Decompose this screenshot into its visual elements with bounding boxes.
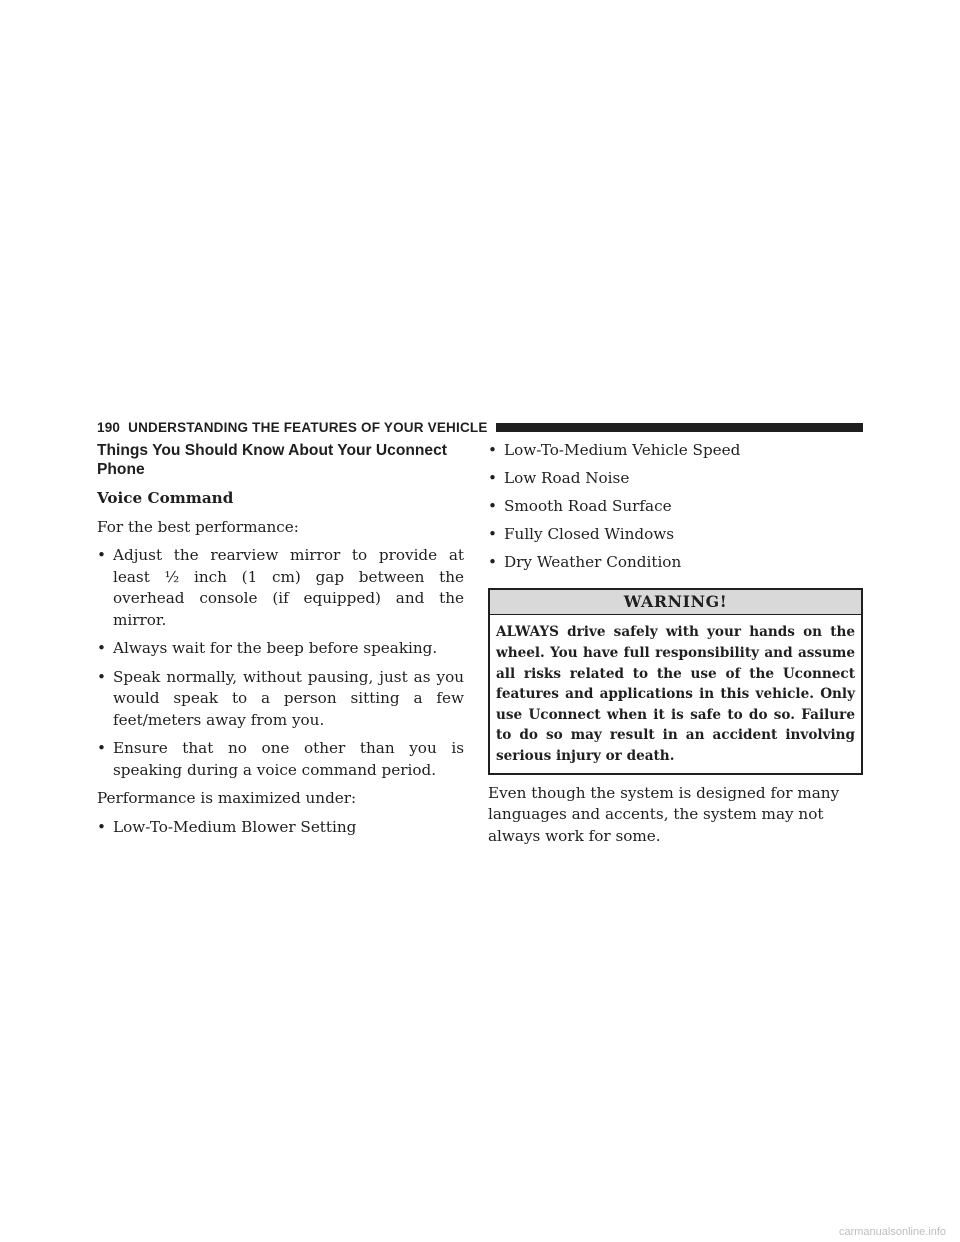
list-item	[97, 817, 464, 839]
subheading-voice-command: Voice Command	[97, 489, 234, 507]
list-item-text: Low-To-Medium Blower Setting	[113, 817, 357, 836]
page-header	[97, 418, 863, 436]
performance-list	[97, 817, 464, 839]
performance-intro: Performance is maximized under:	[97, 789, 357, 807]
header-rule	[496, 423, 863, 432]
closing-paragraph: Even though the system is designed for many languages and accents, the system may not always work for some.	[488, 783, 840, 845]
bullet-icon: •	[97, 817, 106, 836]
list-item-text: Speak normally, without pausing, just as you would speak to a person sitting a few feet/meters away from you.	[113, 667, 464, 729]
warning-title: WARNING!	[490, 590, 861, 616]
left-column	[97, 441, 464, 845]
list-item-text: Always wait for the beep before speaking.	[113, 639, 438, 657]
bullet-icon: •	[488, 469, 497, 488]
list-item-text: Fully Closed Windows	[504, 525, 675, 544]
bullet-icon: •	[97, 739, 106, 757]
list-item-text: Ensure that no one other than you is speaking during a voice command period.	[113, 739, 464, 779]
bullet-icon: •	[488, 497, 497, 516]
bullet-icon: •	[97, 639, 106, 657]
watermark: carmanualsonline.info	[838, 1226, 946, 1238]
list-item-text: Low Road Noise	[504, 469, 630, 488]
list-item	[488, 552, 863, 574]
list-item-text: Adjust the rearview mirror to provide at least ½ inch (1 cm) gap between the overhead console (if equipped) and the mirror.	[113, 546, 464, 629]
list-item	[488, 468, 863, 490]
list-item	[97, 738, 464, 781]
list-item-text: Smooth Road Surface	[504, 497, 672, 516]
warning-text: ALWAYS drive safely with your hands on the wheel. You have full responsibility and assume all risks related to the use of the Uconnect features and applications in this vehicle. Only use Uconnect when it is safe to do so. Failure to do so may result in an accident involving serious injury or death.	[496, 624, 855, 764]
list-item	[97, 638, 464, 660]
section-title: UNDERSTANDING THE FEATURES OF YOUR VEHICLE	[128, 419, 488, 435]
bullet-icon: •	[488, 553, 497, 572]
bullet-icon: •	[97, 546, 106, 564]
section-heading: Things You Should Know About Your Uconnect Phone	[97, 442, 447, 478]
list-item	[97, 545, 464, 631]
bullet-icon: •	[488, 441, 497, 459]
performance-list-continued	[488, 440, 863, 574]
list-item-text: Dry Weather Condition	[504, 553, 682, 572]
bullet-icon: •	[97, 667, 106, 686]
right-column	[488, 440, 863, 847]
list-item	[488, 440, 863, 462]
warning-box	[488, 588, 863, 775]
list-item	[488, 524, 863, 546]
bullet-icon: •	[488, 525, 497, 544]
tips-list	[97, 545, 464, 781]
list-item-text: Low-To-Medium Vehicle Speed	[504, 441, 741, 459]
list-item	[488, 496, 863, 518]
intro-text: For the best performance:	[97, 517, 299, 536]
page-number: 190	[97, 419, 121, 435]
list-item	[97, 667, 464, 732]
